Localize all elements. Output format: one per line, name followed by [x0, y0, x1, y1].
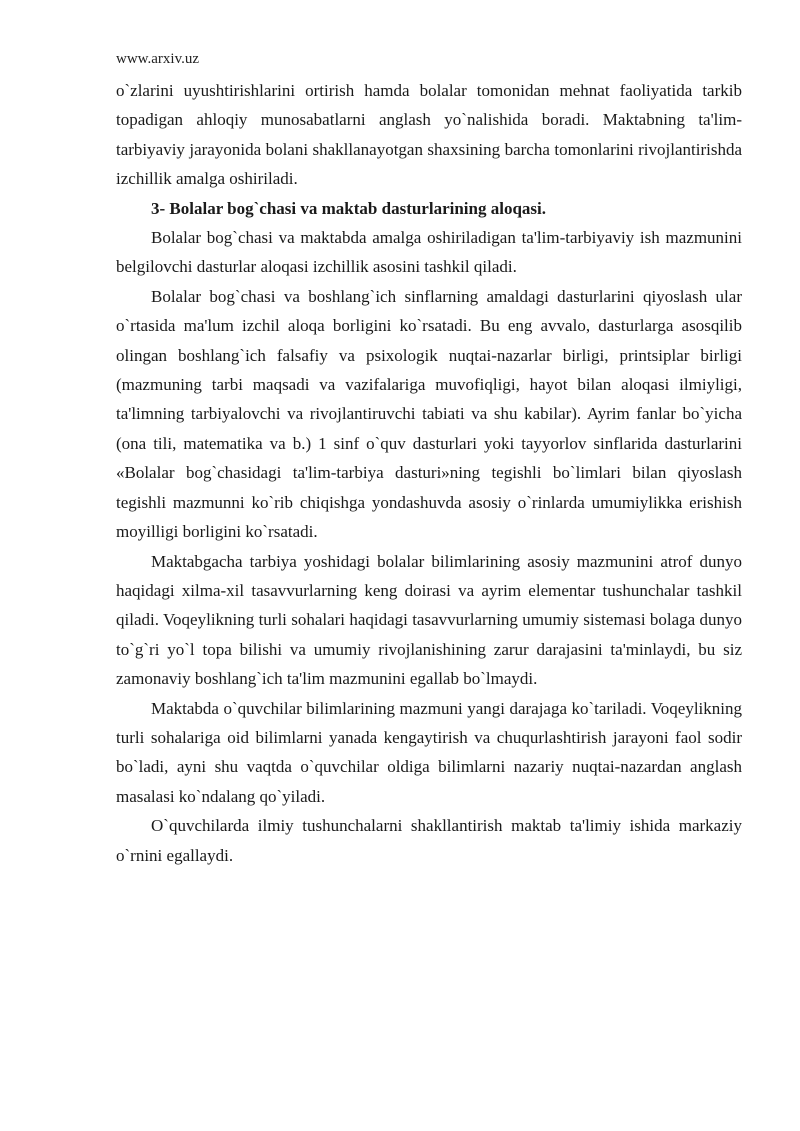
paragraph-5: O`quvchilarda ilmiy tushunchalarni shakllantirish maktab ta'limiy ishida markaziy o`rnini egallaydi. [116, 816, 742, 865]
paragraph-1: Bolalar bog`chasi va maktabda amalga oshiriladigan ta'lim-tarbiyaviy ish mazmunini belgilovchi dasturlar aloqasi izchillik asosini tashkil qiladi. [116, 228, 742, 277]
intro-paragraph: o`zlarini uyushtirishlarini ortirish hamda bolalar tomonidan mehnat faoliyatida tarkib topadigan ahloqiy munosabatlarni anglash yo`nalishida boradi. Maktabning ta'lim-tarbiyaviy jarayonida bolani shakllanayotgan shaxsining barcha tomonlarini rivojlantirishda izchillik amalga oshiriladi. [116, 81, 742, 189]
section-heading: 3- Bolalar bog`chasi va maktab dasturlarining aloqasi. [151, 198, 546, 218]
paragraph-2: Bolalar bog`chasi va boshlang`ich sinflarning amaldagi dasturlarini qiyoslash ular o`rtasida ma'lum izchil aloqa borligini ko`rsatadi. Bu eng avvalo, dasturlarga asosqilib olingan boshlang`ich falsafiy va psixologik nuqtai-nazarlar birligi, printsiplar birligi (mazmuning tarbi maqsadi va vazifalariga muvofiqligi, hayot bilan aloqasi ilmiyligi, ta'limning tarbiyalovchi va rivojlantiruvchi tabiati va shu kabilar). Ayrim fanlar bo`yicha (ona tili, matematika va b.) 1 sinf o`quv dasturlari yoki tayyorlov sinflarida dasturlarini «Bolalar bog`chasidagi ta'lim-tarbiya dasturi»ning tegishli bo`limlari bilan qiyoslash tegishli mazmunni ko`rib chiqishga yondashuvda asosiy o`rinlarda umumiylikka erishish moyilligi borligini ko`rsatadi. [116, 286, 742, 542]
paragraph-3: Maktabgacha tarbiya yoshidagi bolalar bilimlarining asosiy mazmunini atrof dunyo haqidagi xilma-xil tasavvurlarning keng doirasi va ayrim elementar tushunchalar tashkil qiladi. Voqeylikning turli sohalari haqidagi tasavvurlarning umumiy sistemasi bolaga dunyo to`g`ri yo`l topa bilishi va umumiy rivojlanishining zarur darajasini ta'minlaydi, bu siz zamonaviy boshlang`ich ta'lim mazmunini egallab bo`lmaydi. [116, 551, 742, 689]
site-url: www.arxiv.uz [116, 51, 200, 67]
document-body [116, 76, 742, 870]
paragraph-4: Maktabda o`quvchilar bilimlarining mazmuni yangi darajaga ko`tariladi. Voqeylikning turli sohalariga oid bilimlarni yanada kengaytirish va chuqurlashtirish jarayoni faol sodir bo`ladi, ayni shu vaqtda o`quvchilar oldiga bilimlarni nazariy nuqtai-nazardan anglash masalasi ko`ndalang qo`yiladi. [116, 698, 742, 806]
